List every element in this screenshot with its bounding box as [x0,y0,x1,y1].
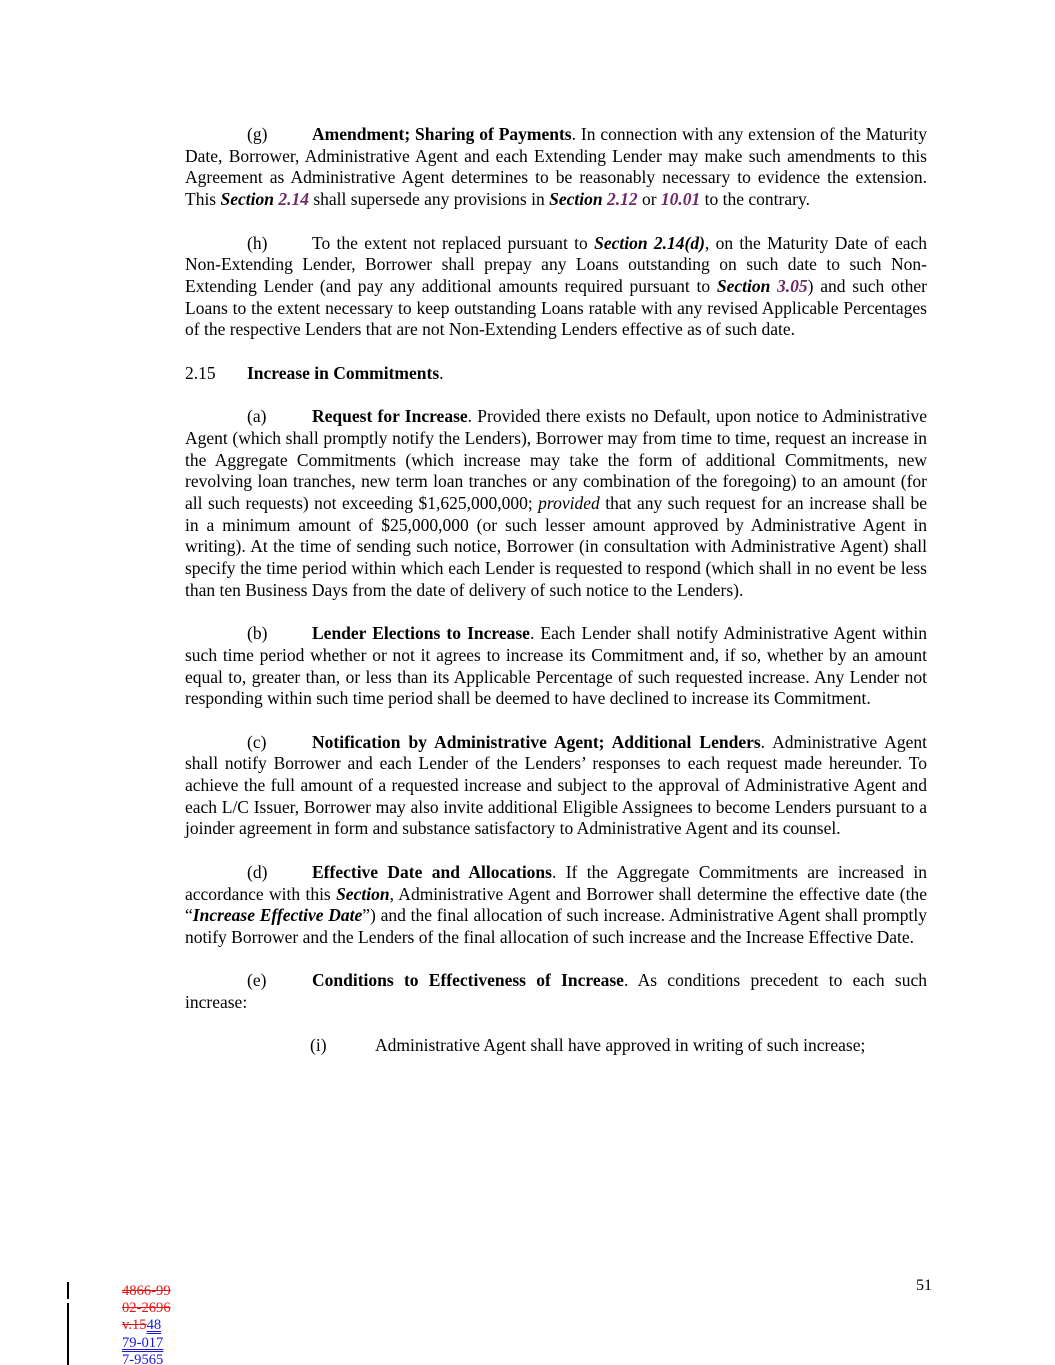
text-run: Section [549,189,607,210]
paragraph-e [185,970,927,1013]
text-run: . Administrative Agent shall notify Borrower and each Lender of the Lenders’ responses to each request made hereunder. To achieve the full amount of a requested increase and subject to the approval of Administrative Agent and each L/C Issuer, Borrower may also invite additional Eligible Assignees to become Lenders pursuant to a joinder agreement in form and substance satisfactory to Administrative Agent and its counsel. [185,731,927,839]
doc-id-line [122,1352,171,1365]
text-run: Conditions to Effectiveness of Increase [312,970,624,991]
inserted-text-run: 7-9565 [122,1351,164,1365]
paragraph-d [185,862,927,949]
text-run: 2.12 [606,189,638,210]
paragraph-label: (a) [247,406,267,427]
paragraph-b [185,623,927,710]
doc-id-line [122,1335,171,1352]
text-run: , Administrative Agent and Borrower shall determine the effective date (the “ [185,883,928,926]
paragraph-label: (h) [247,232,268,253]
text-run: Notification by Administrative Agent; Additional Lenders [312,731,761,752]
section-title: Increase in Commitments [247,362,440,383]
text-run: , on the Maturity Date of each Non-Extending Lender, Borrower shall prepay any Loans outstanding on such date to such Non-Extending Lender (and pay any additional amounts required pursuant to [185,232,927,296]
paragraph-i [185,1035,927,1057]
deleted-text-run: 4866-99 [122,1283,171,1299]
text-run: provided [538,492,600,513]
section-heading [185,363,927,385]
text-run: Amendment; Sharing of Payments [312,124,572,144]
paragraph-label: (i) [310,1035,327,1056]
text-run: . In connection with any extension of the Maturity Date, Borrower, Administrative Agent and each Extending Lender may make such amendments to this Agreement as Administrative Agent determines to be reasonably necessary to evidence the extension. This [185,124,927,210]
paragraph-c [185,732,927,841]
text-run: Section [220,189,279,210]
section-number: 2.15 [185,362,216,383]
paragraph-a [185,406,927,601]
paragraph-label: (g) [247,124,268,144]
text-run: Section [716,275,778,296]
doc-id-line [122,1283,171,1300]
text-run: 3.05 [777,275,808,296]
text-run: ) and such other Loans to the extent necessary to keep outstanding Loans ratable with any revised Applicable Percentages of the respective Lenders that are not Non-Extending Lenders effective as of such date. [185,275,927,340]
change-bar-top [67,1282,69,1299]
text-run: Administrative Agent shall have approved in writing of such increase; [375,1035,866,1056]
paragraph-label: (b) [247,623,268,644]
paragraph-g [185,124,927,211]
text-run: Section [336,883,390,904]
text-run: 2.14 [278,189,309,210]
text-run: 10.01 [660,189,701,210]
page-number: 51 [916,1277,932,1294]
deleted-text-run: v.15 [122,1317,147,1334]
text-run: or [637,189,661,210]
text-run: shall supersede any provisions in [308,189,550,210]
text-run: that any such request for an increase shall be in a minimum amount of $25,000,000 (or such lesser amount approved by Administrative Agent in writing). At the time of sending such notice, Borrower (in consultation with Administrative Agent) shall specify the time period within which each Lender is requested to respond (which shall in no event be less than ten Business Days from the date of delivery of such notice to the Lenders). [185,492,927,600]
paragraph-label: (c) [247,731,267,752]
paragraph-label: (e) [247,970,267,991]
change-bar-bottom [67,1303,69,1365]
text-run: Effective Date and Allocations [312,861,552,882]
paragraph-label: (d) [247,861,268,882]
text-run: Lender Elections to Increase [312,623,530,644]
text-run: . Each Lender shall notify Administrative Agent within such time period whether or not it agrees to increase its Commitment and, if so, whether by an amount equal to, greater than, or less than its Applicable Percentage of such requested increase. Any Lender not responding within such time period shall be deemed to have declined to increase its Commitment. [185,623,927,709]
doc-id-line [122,1317,171,1334]
text-run: Section 2.14(d) [594,232,705,253]
inserted-text-run: 48 [146,1317,162,1334]
text-run: Request for Increase [312,406,468,427]
text-run: . As conditions precedent to each such increase: [185,970,927,1013]
section-title-suffix: . [439,362,444,383]
text-run: . Provided there exists no Default, upon notice to Administrative Agent (which shall promptly notify the Lenders), Borrower may from time to time, request an increase in the Aggregate Commitments (which increase may take the form of additional Commitments, new revolving loan tranches, new term loan tranches or any combination of the foregoing) to an amount (for all such requests) not exceeding $1,625,000,000; [185,406,927,513]
text-run: ”) and the final allocation of such increase. Administrative Agent shall promptly notify Borrower and the Lenders of the final allocation of such increase and the Increase Effective Date. [185,905,927,947]
inserted-text-run: 79-017 [122,1334,164,1351]
footer-doc-id [122,1283,171,1365]
deleted-text-run: 02-2696 [122,1300,171,1317]
doc-id-line [122,1300,171,1317]
text-run: . If the Aggregate Commitments are increased in accordance with this [185,861,927,904]
text-run: To the extent not replaced pursuant to [312,232,595,253]
paragraph-h [185,233,927,342]
text-run: to the contrary. [700,189,810,210]
document-body [185,124,927,1079]
text-run: Increase Effective Date [192,905,363,926]
